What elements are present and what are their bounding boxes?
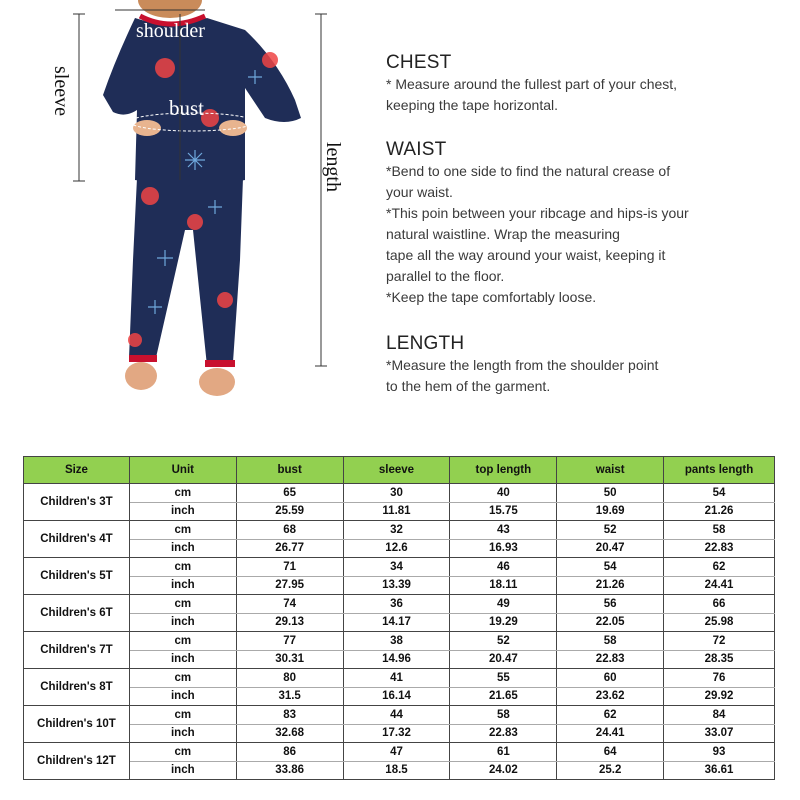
- value-cell: 12.6: [343, 539, 450, 558]
- value-cell: 47: [343, 743, 450, 762]
- value-cell: 38: [343, 632, 450, 651]
- value-cell: 20.47: [450, 650, 557, 669]
- table-row: [24, 687, 775, 706]
- unit-cell: cm: [129, 743, 236, 762]
- waist-section: [386, 139, 766, 308]
- value-cell: 22.83: [450, 724, 557, 743]
- value-cell: 24.41: [664, 576, 775, 595]
- chest-text-line: keeping the tape horizontal.: [386, 97, 559, 113]
- header-bust: bust: [236, 457, 343, 484]
- size-cell: Children's 8T: [24, 669, 130, 706]
- value-cell: 84: [664, 706, 775, 725]
- table-row: [24, 484, 775, 503]
- value-cell: 21.26: [664, 502, 775, 521]
- value-cell: 14.96: [343, 650, 450, 669]
- unit-cell: inch: [129, 724, 236, 743]
- value-cell: 80: [236, 669, 343, 688]
- value-cell: 54: [557, 558, 664, 577]
- unit-cell: inch: [129, 613, 236, 632]
- value-cell: 76: [664, 669, 775, 688]
- header-top-length: top length: [450, 457, 557, 484]
- waist-title: WAIST: [386, 139, 447, 160]
- value-cell: 25.2: [557, 761, 664, 780]
- value-cell: 19.69: [557, 502, 664, 521]
- unit-cell: inch: [129, 539, 236, 558]
- value-cell: 24.02: [450, 761, 557, 780]
- value-cell: 27.95: [236, 576, 343, 595]
- value-cell: 30.31: [236, 650, 343, 669]
- value-cell: 49: [450, 595, 557, 614]
- value-cell: 61: [450, 743, 557, 762]
- header-pants-length: pants length: [664, 457, 775, 484]
- table-row: [24, 632, 775, 651]
- value-cell: 22.83: [557, 650, 664, 669]
- table-row: [24, 502, 775, 521]
- waist-text-line: natural waistline. Wrap the measuring: [386, 226, 620, 242]
- chest-title: CHEST: [386, 52, 452, 73]
- value-cell: 62: [664, 558, 775, 577]
- table-row: [24, 743, 775, 762]
- value-cell: 15.75: [450, 502, 557, 521]
- unit-cell: inch: [129, 650, 236, 669]
- size-cell: Children's 5T: [24, 558, 130, 595]
- value-cell: 58: [450, 706, 557, 725]
- value-cell: 18.5: [343, 761, 450, 780]
- length-text-line: to the hem of the garment.: [386, 378, 551, 394]
- size-cell: Children's 4T: [24, 521, 130, 558]
- table-row: [24, 539, 775, 558]
- value-cell: 52: [450, 632, 557, 651]
- value-cell: 93: [664, 743, 775, 762]
- value-cell: 21.26: [557, 576, 664, 595]
- header-size: Size: [24, 457, 130, 484]
- value-cell: 32: [343, 521, 450, 540]
- waist-text-line: *Bend to one side to find the natural crease of: [386, 163, 671, 179]
- size-chart-body: [24, 484, 775, 780]
- value-cell: 16.14: [343, 687, 450, 706]
- table-row: [24, 558, 775, 577]
- table-row: [24, 576, 775, 595]
- value-cell: 26.77: [236, 539, 343, 558]
- value-cell: 72: [664, 632, 775, 651]
- length-title: LENGTH: [386, 333, 465, 354]
- value-cell: 29.92: [664, 687, 775, 706]
- value-cell: 43: [450, 521, 557, 540]
- value-cell: 52: [557, 521, 664, 540]
- size-cell: Children's 12T: [24, 743, 130, 780]
- table-row: [24, 669, 775, 688]
- value-cell: 22.83: [664, 539, 775, 558]
- value-cell: 60: [557, 669, 664, 688]
- shoulder-label: shoulder: [136, 20, 205, 42]
- table-row: [24, 724, 775, 743]
- value-cell: 65: [236, 484, 343, 503]
- value-cell: 77: [236, 632, 343, 651]
- table-header-row: [24, 457, 775, 484]
- value-cell: 14.17: [343, 613, 450, 632]
- table-row: [24, 650, 775, 669]
- value-cell: 28.35: [664, 650, 775, 669]
- value-cell: 56: [557, 595, 664, 614]
- value-cell: 55: [450, 669, 557, 688]
- value-cell: 41: [343, 669, 450, 688]
- value-cell: 11.81: [343, 502, 450, 521]
- value-cell: 31.5: [236, 687, 343, 706]
- value-cell: 29.13: [236, 613, 343, 632]
- waist-text-line: *This poin between your ribcage and hips-is your: [386, 205, 689, 221]
- value-cell: 66: [664, 595, 775, 614]
- unit-cell: inch: [129, 687, 236, 706]
- value-cell: 86: [236, 743, 343, 762]
- value-cell: 30: [343, 484, 450, 503]
- value-cell: 23.62: [557, 687, 664, 706]
- unit-cell: cm: [129, 632, 236, 651]
- value-cell: 33.07: [664, 724, 775, 743]
- table-row: [24, 613, 775, 632]
- value-cell: 19.29: [450, 613, 557, 632]
- size-cell: Children's 10T: [24, 706, 130, 743]
- value-cell: 16.93: [450, 539, 557, 558]
- value-cell: 22.05: [557, 613, 664, 632]
- unit-cell: cm: [129, 669, 236, 688]
- table-row: [24, 521, 775, 540]
- value-cell: 25.59: [236, 502, 343, 521]
- value-cell: 36.61: [664, 761, 775, 780]
- value-cell: 18.11: [450, 576, 557, 595]
- waist-text-line: parallel to the floor.: [386, 268, 505, 284]
- size-cell: Children's 3T: [24, 484, 130, 521]
- value-cell: 44: [343, 706, 450, 725]
- header-sleeve: sleeve: [343, 457, 450, 484]
- header-waist: waist: [557, 457, 664, 484]
- value-cell: 33.86: [236, 761, 343, 780]
- value-cell: 83: [236, 706, 343, 725]
- value-cell: 64: [557, 743, 664, 762]
- unit-cell: inch: [129, 502, 236, 521]
- unit-cell: cm: [129, 521, 236, 540]
- value-cell: 46: [450, 558, 557, 577]
- waist-text-line: tape all the way around your waist, keeping it: [386, 247, 666, 263]
- bust-label: bust: [169, 96, 205, 120]
- value-cell: 21.65: [450, 687, 557, 706]
- size-cell: Children's 6T: [24, 595, 130, 632]
- value-cell: 62: [557, 706, 664, 725]
- length-text-line: *Measure the length from the shoulder point: [386, 357, 659, 373]
- waist-text-line: your waist.: [386, 184, 453, 200]
- value-cell: 34: [343, 558, 450, 577]
- unit-cell: cm: [129, 484, 236, 503]
- chest-section: [386, 52, 766, 116]
- unit-cell: inch: [129, 761, 236, 780]
- value-cell: 74: [236, 595, 343, 614]
- value-cell: 32.68: [236, 724, 343, 743]
- table-row: [24, 706, 775, 725]
- chest-text-line: * Measure around the fullest part of your chest,: [386, 76, 678, 92]
- unit-cell: inch: [129, 576, 236, 595]
- value-cell: 25.98: [664, 613, 775, 632]
- unit-cell: cm: [129, 595, 236, 614]
- value-cell: 40: [450, 484, 557, 503]
- length-label: length: [322, 142, 344, 192]
- size-chart-table: [23, 456, 775, 780]
- length-section: [386, 333, 766, 397]
- value-cell: 68: [236, 521, 343, 540]
- header-unit: Unit: [129, 457, 236, 484]
- value-cell: 58: [664, 521, 775, 540]
- unit-cell: cm: [129, 558, 236, 577]
- waist-text-line: *Keep the tape comfortably loose.: [386, 289, 597, 305]
- value-cell: 58: [557, 632, 664, 651]
- value-cell: 54: [664, 484, 775, 503]
- value-cell: 36: [343, 595, 450, 614]
- unit-cell: cm: [129, 706, 236, 725]
- value-cell: 17.32: [343, 724, 450, 743]
- value-cell: 20.47: [557, 539, 664, 558]
- table-row: [24, 595, 775, 614]
- value-cell: 71: [236, 558, 343, 577]
- value-cell: 24.41: [557, 724, 664, 743]
- size-cell: Children's 7T: [24, 632, 130, 669]
- value-cell: 13.39: [343, 576, 450, 595]
- sleeve-label: sleeve: [50, 66, 72, 116]
- table-row: [24, 761, 775, 780]
- value-cell: 50: [557, 484, 664, 503]
